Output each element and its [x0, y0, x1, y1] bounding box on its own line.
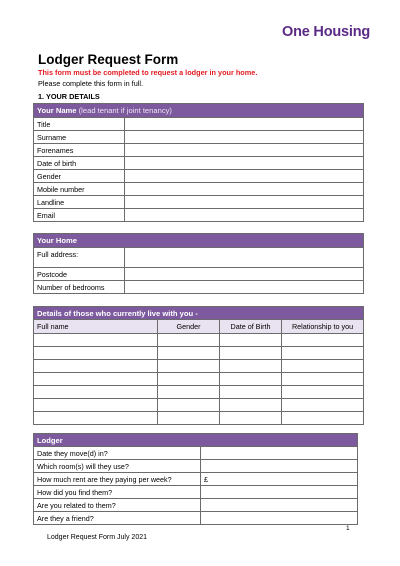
input-how-found[interactable]: [201, 486, 358, 499]
household-header: Details of those who currently live with you -: [34, 307, 364, 320]
cell-relationship[interactable]: [282, 412, 364, 425]
input-friend[interactable]: [201, 512, 358, 525]
input-gender[interactable]: [125, 170, 364, 183]
section-your-details: 1. YOUR DETAILS: [38, 92, 100, 101]
cell-gender[interactable]: [158, 412, 220, 425]
cell-full-name[interactable]: [34, 412, 158, 425]
row-full-address: [34, 248, 364, 268]
row-mobile-number: [34, 183, 364, 196]
col-full-name: Full name: [34, 320, 158, 334]
input-mobile-number[interactable]: [125, 183, 364, 196]
label-gender: Gender: [34, 170, 125, 183]
cell-relationship[interactable]: [282, 386, 364, 399]
input-related[interactable]: [201, 499, 358, 512]
cell-relationship[interactable]: [282, 399, 364, 412]
input-date-of-birth[interactable]: [125, 157, 364, 170]
input-landline[interactable]: [125, 196, 364, 209]
label-date-of-birth: Date of birth: [34, 157, 125, 170]
row-postcode: [34, 268, 364, 281]
cell-full-name[interactable]: [34, 360, 158, 373]
cell-gender[interactable]: [158, 373, 220, 386]
household-row: [34, 347, 364, 360]
row-date-moved-in: [34, 447, 358, 460]
cell-relationship[interactable]: [282, 360, 364, 373]
cell-relationship[interactable]: [282, 334, 364, 347]
your-name-table: [33, 103, 364, 222]
input-weekly-rent[interactable]: £: [201, 473, 358, 486]
input-forenames[interactable]: [125, 144, 364, 157]
col-relationship: Relationship to you: [282, 320, 364, 334]
row-landline: [34, 196, 364, 209]
label-forenames: Forenames: [34, 144, 125, 157]
household-row: [34, 373, 364, 386]
input-postcode[interactable]: [125, 268, 364, 281]
row-related: [34, 499, 358, 512]
label-postcode: Postcode: [34, 268, 125, 281]
cell-date-of-birth[interactable]: [220, 412, 282, 425]
cell-gender[interactable]: [158, 399, 220, 412]
household-row: [34, 399, 364, 412]
label-related: Are you related to them?: [34, 499, 201, 512]
cell-gender[interactable]: [158, 334, 220, 347]
your-home-table: [33, 233, 364, 294]
cell-gender[interactable]: [158, 347, 220, 360]
form-note: Please complete this form in full.: [38, 79, 144, 88]
lodger-header: Lodger: [34, 434, 358, 447]
cell-date-of-birth[interactable]: [220, 334, 282, 347]
input-title[interactable]: [125, 118, 364, 131]
cell-date-of-birth[interactable]: [220, 360, 282, 373]
row-how-found: [34, 486, 358, 499]
label-surname: Surname: [34, 131, 125, 144]
cell-full-name[interactable]: [34, 373, 158, 386]
form-warning: This form must be completed to request a lodger in your home.: [38, 68, 258, 77]
label-number-of-bedrooms: Number of bedrooms: [34, 281, 125, 294]
row-forenames: [34, 144, 364, 157]
household-row: [34, 334, 364, 347]
col-date-of-birth: Date of Birth: [220, 320, 282, 334]
cell-gender[interactable]: [158, 386, 220, 399]
input-rooms-used[interactable]: [201, 460, 358, 473]
row-friend: [34, 512, 358, 525]
your-name-header-title: Your Name: [37, 106, 77, 115]
row-title: [34, 118, 364, 131]
label-date-moved-in: Date they move(d) in?: [34, 447, 201, 460]
cell-full-name[interactable]: [34, 399, 158, 412]
label-landline: Landline: [34, 196, 125, 209]
your-name-header: [34, 104, 364, 118]
input-surname[interactable]: [125, 131, 364, 144]
label-mobile-number: Mobile number: [34, 183, 125, 196]
row-number-of-bedrooms: [34, 281, 364, 294]
household-table: [33, 306, 364, 425]
row-date-of-birth: [34, 157, 364, 170]
label-rooms-used: Which room(s) will they use?: [34, 460, 201, 473]
cell-relationship[interactable]: [282, 373, 364, 386]
page-number: 1: [346, 525, 350, 532]
cell-date-of-birth[interactable]: [220, 399, 282, 412]
cell-full-name[interactable]: [34, 347, 158, 360]
row-email: [34, 209, 364, 222]
row-gender: [34, 170, 364, 183]
cell-full-name[interactable]: [34, 334, 158, 347]
label-title: Title: [34, 118, 125, 131]
input-email[interactable]: [125, 209, 364, 222]
input-full-address[interactable]: [125, 248, 364, 268]
cell-date-of-birth[interactable]: [220, 373, 282, 386]
col-gender: Gender: [158, 320, 220, 334]
your-name-header-sub: (lead tenant if joint tenancy): [78, 106, 172, 115]
label-friend: Are they a friend?: [34, 512, 201, 525]
label-full-address: Full address:: [34, 248, 125, 268]
input-date-moved-in[interactable]: [201, 447, 358, 460]
label-weekly-rent: How much rent are they paying per week?: [34, 473, 201, 486]
lodger-table: [33, 433, 358, 525]
form-title: Lodger Request Form: [38, 52, 179, 67]
label-email: Email: [34, 209, 125, 222]
household-column-headers: [34, 320, 364, 334]
cell-relationship[interactable]: [282, 347, 364, 360]
row-weekly-rent: [34, 473, 358, 486]
cell-date-of-birth[interactable]: [220, 347, 282, 360]
cell-date-of-birth[interactable]: [220, 386, 282, 399]
your-home-header: Your Home: [34, 234, 364, 248]
household-row: [34, 386, 364, 399]
cell-full-name[interactable]: [34, 386, 158, 399]
input-number-of-bedrooms[interactable]: [125, 281, 364, 294]
footer-text: Lodger Request Form July 2021: [47, 534, 147, 541]
cell-gender[interactable]: [158, 360, 220, 373]
row-rooms-used: [34, 460, 358, 473]
household-row: [34, 360, 364, 373]
row-surname: [34, 131, 364, 144]
one-housing-logo: One Housing: [282, 24, 371, 40]
household-row: [34, 412, 364, 425]
label-how-found: How did you find them?: [34, 486, 201, 499]
